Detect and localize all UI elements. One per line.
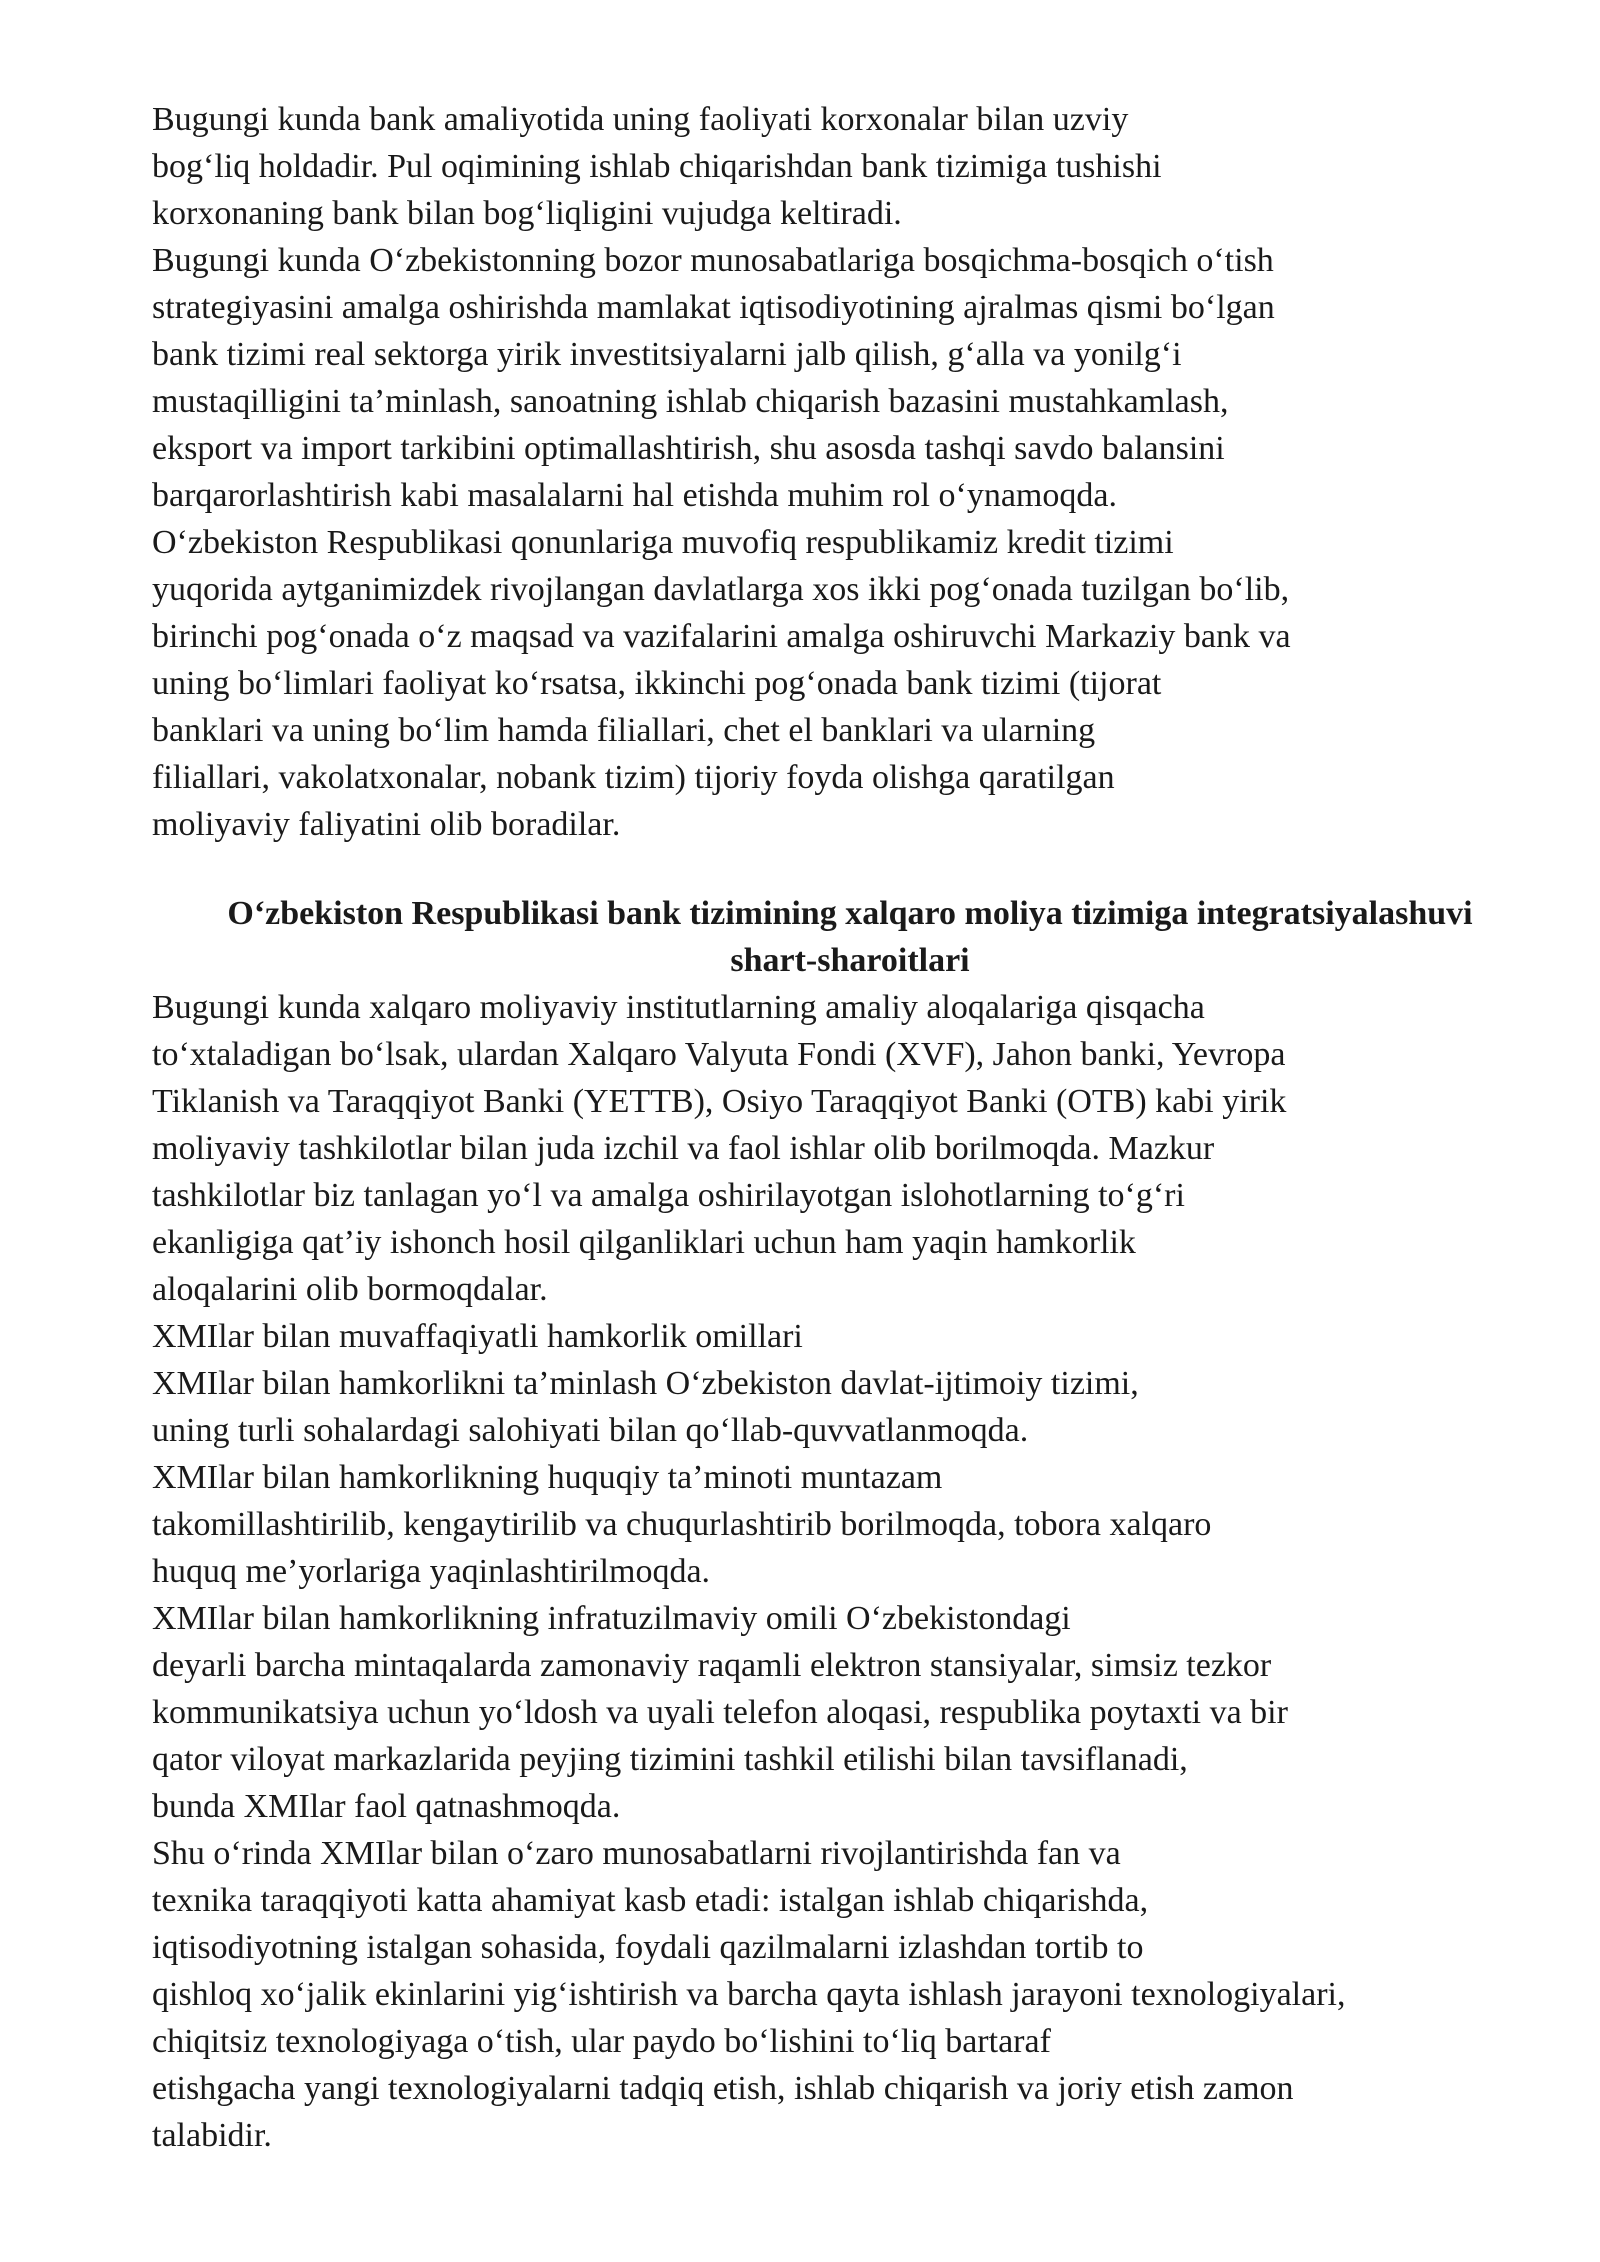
text-line: to‘xtaladigan bo‘lsak, ulardan Xalqaro Valyuta Fondi (XVF), Jahon banki, Yevropa: [152, 1036, 1286, 1073]
text-line: O‘zbekiston Respublikasi qonunlariga muvofiq respublikamiz kredit tizimi: [152, 524, 1174, 561]
intro-paragraphs: [152, 96, 1552, 848]
text-line: strategiyasini amalga oshirishda mamlakat iqtisodiyotining ajralmas qismi bo‘lgan: [152, 289, 1275, 326]
text-line: Bugungi kunda bank amaliyotida uning faoliyati korxonalar bilan uzviy: [152, 101, 1129, 138]
text-line: eksport va import tarkibini optimallashtirish, shu asosda tashqi savdo balansini: [152, 430, 1225, 467]
text-line: qishloq xo‘jalik ekinlarini yig‘ishtirish va barcha qayta ishlash jarayoni texnologiyalari,: [152, 1976, 1346, 2013]
text-line: texnika taraqqiyoti katta ahamiyat kasb etadi: istalgan ishlab chiqarishda,: [152, 1882, 1149, 1919]
text-line: barqarorlashtirish kabi masalalarni hal etishda muhim rol o‘ynamoqda.: [152, 477, 1117, 514]
text-line: talabidir.: [152, 2117, 272, 2154]
text-line: takomillashtirilib, kengaytirilib va chuqurlashtirib borilmoqda, tobora xalqaro: [152, 1506, 1212, 1543]
text-line: XMIlar bilan hamkorlikni ta’minlash O‘zbekiston davlat-ijtimoiy tizimi,: [152, 1365, 1139, 1402]
text-line: filiallari, vakolatxonalar, nobank tizim) tijoriy foyda olishga qaratilgan: [152, 759, 1115, 796]
text-line: bank tizimi real sektorga yirik investitsiyalarni jalb qilish, g‘alla va yonilg‘i: [152, 336, 1182, 373]
heading-line: O‘zbekiston Respublikasi bank tizimining xalqaro moliya tizimiga integratsiyalashuvi: [227, 895, 1473, 932]
text-line: tashkilotlar biz tanlagan yo‘l va amalga oshirilayotgan islohotlarning to‘g‘ri: [152, 1177, 1185, 1214]
text-line: birinchi pog‘onada o‘z maqsad va vazifalarini amalga oshiruvchi Markaziy bank va: [152, 618, 1291, 655]
text-line: deyarli barcha mintaqalarda zamonaviy raqamli elektron stansiyalar, simsiz tezkor: [152, 1647, 1272, 1684]
text-line: moliyaviy tashkilotlar bilan juda izchil va faol ishlar olib borilmoqda. Mazkur: [152, 1130, 1215, 1167]
text-line: ekanligiga qat’iy ishonch hosil qilganliklari uchun ham yaqin hamkorlik: [152, 1224, 1136, 1261]
text-line: kommunikatsiya uchun yo‘ldosh va uyali telefon aloqasi, respublika poytaxti va bir: [152, 1694, 1288, 1731]
text-line: korxonaning bank bilan bog‘liqligini vujudga keltiradi.: [152, 195, 902, 232]
text-line: moliyaviy faliyatini olib boradilar.: [152, 806, 621, 843]
heading-line: shart-sharoitlari: [730, 942, 970, 979]
text-line: mustaqilligini ta’minlash, sanoatning ishlab chiqarish bazasini mustahkamlash,: [152, 383, 1229, 420]
text-line: huquq me’yorlariga yaqinlashtirilmoqda.: [152, 1553, 711, 1590]
text-line: bog‘liq holdadir. Pul oqimining ishlab chiqarishdan bank tizimiga tushishi: [152, 148, 1162, 185]
text-line: chiqitsiz texnologiyaga o‘tish, ular paydo bo‘lishini to‘liq bartaraf: [152, 2023, 1051, 2060]
text-line: XMIlar bilan muvaffaqiyatli hamkorlik omillari: [152, 1318, 803, 1355]
section-heading: [140, 890, 1560, 984]
text-line: banklari va uning bo‘lim hamda filiallari, chet el banklari va ularning: [152, 712, 1096, 749]
text-line: qator viloyat markazlarida peyjing tizimini tashkil etilishi bilan tavsiflanadi,: [152, 1741, 1188, 1778]
text-line: yuqorida aytganimizdek rivojlangan davlatlarga xos ikki pog‘onada tuzilgan bo‘lib,: [152, 571, 1290, 608]
text-line: etishgacha yangi texnologiyalarni tadqiq etish, ishlab chiqarish va joriy etish zamon: [152, 2070, 1294, 2107]
text-line: bunda XMIlar faol qatnashmoqda.: [152, 1788, 621, 1825]
body-paragraphs: [152, 984, 1552, 2159]
text-line: aloqalarini olib bormoqdalar.: [152, 1271, 548, 1308]
text-line: XMIlar bilan hamkorlikning infratuzilmaviy omili O‘zbekistondagi: [152, 1600, 1071, 1637]
text-line: uning turli sohalardagi salohiyati bilan qo‘llab-quvvatlanmoqda.: [152, 1412, 1029, 1449]
text-line: Shu o‘rinda XMIlar bilan o‘zaro munosabatlarni rivojlantirishda fan va: [152, 1835, 1121, 1872]
text-line: Bugungi kunda O‘zbekistonning bozor munosabatlariga bosqichma-bosqich o‘tish: [152, 242, 1274, 279]
text-line: iqtisodiyotning istalgan sohasida, foydali qazilmalarni izlashdan tortib to: [152, 1929, 1144, 1966]
text-line: Bugungi kunda xalqaro moliyaviy institutlarning amaliy aloqalariga qisqacha: [152, 989, 1205, 1026]
text-line: uning bo‘limlari faoliyat ko‘rsatsa, ikkinchi pog‘onada bank tizimi (tijorat: [152, 665, 1162, 702]
text-line: XMIlar bilan hamkorlikning huquqiy ta’minoti muntazam: [152, 1459, 943, 1496]
text-line: Tiklanish va Taraqqiyot Banki (YETTB), Osiyo Taraqqiyot Banki (OTB) kabi yirik: [152, 1083, 1287, 1120]
